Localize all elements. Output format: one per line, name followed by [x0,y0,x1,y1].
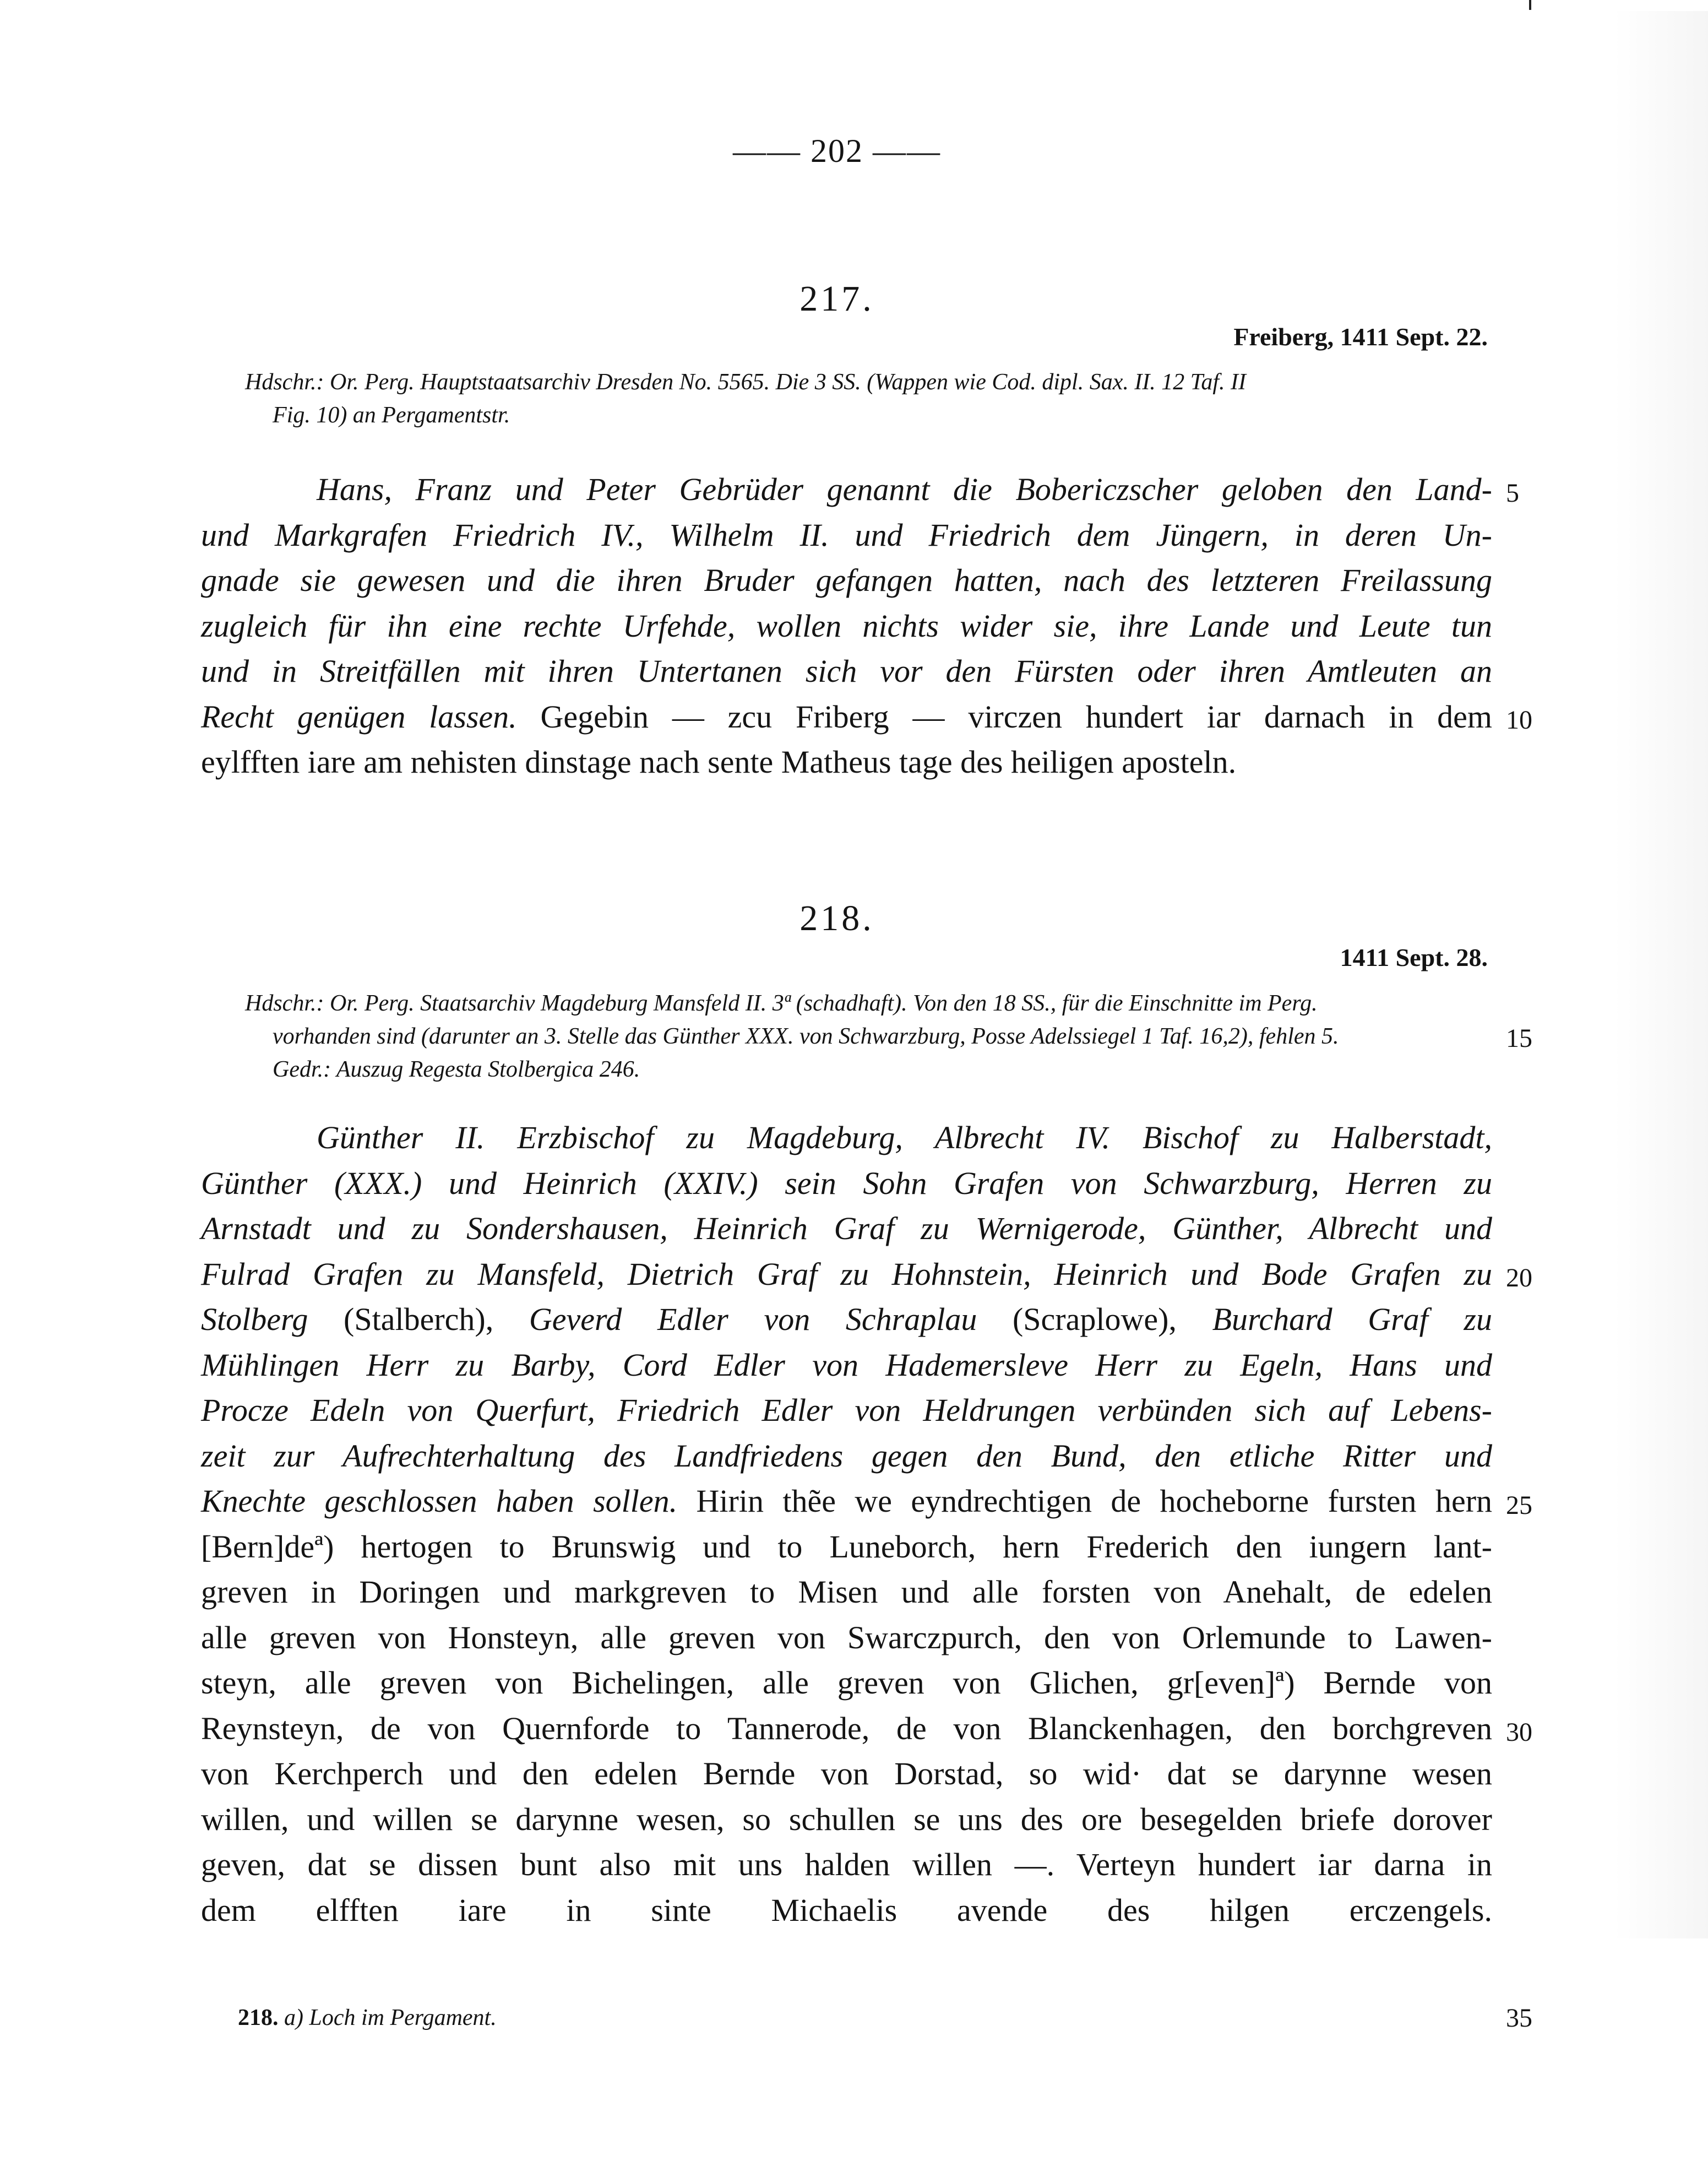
source-note-218 [245,987,1495,1086]
source-note-line: vorhanden sind (darunter an 3. Stelle das Günther XXX. von Schwarzburg, Posse Adelssiegel 1 Taf. 16,2), fehlen 5. [273,1024,1339,1049]
entry-place-date-218: 1411 Sept. 28. [1340,943,1488,971]
text-line: Mühlingen Herr zu Barby, Cord Edler von Hademersleve Herr zu Egeln, Hans und [201,1346,1492,1383]
text-line: geven, dat se dissen bunt also mit uns halden willen —. Verteyn hundert iar darna in [201,1847,1492,1882]
text-span: Gegebin — zcu Friberg — virczen hundert iar darnach in dem [516,698,1493,735]
source-note-line: Hdschr.: Or. Perg. Staatsarchiv Magdeburg Mansfeld II. 3ª (schadhaft). Von den 18 SS., für die Einschnitte im Perg. [245,991,1318,1016]
text-line: Günther (XXX.) und Heinrich (XXIV.) sein Sohn Grafen von Schwarzburg, Herren zu [201,1165,1492,1201]
text-line: steyn, alle greven von Bichelingen, alle greven von Glichen, gr[even]ª) Bernde von [201,1665,1492,1701]
text-line: [Bern]deª) hertogen to Brunswig und to Luneborch, hern Frederich den iungern lant- [201,1528,1492,1565]
text-line: Hans, Franz und Peter Gebrüder genannt die Bobericzscher geloben den Land- [317,471,1492,507]
text-span-italic: Recht genügen lassen. [201,698,517,735]
text-span-italic: Stolberg [201,1301,308,1337]
source-note-line: Fig. 10) an Pergamentstr. [273,403,510,428]
text-line [201,1479,1492,1524]
text-line: Arnstadt und zu Sondershausen, Heinrich Graf zu Wernigerode, Günther, Albrecht und [201,1210,1492,1246]
text-span: (Scraplowe), [977,1301,1212,1337]
entry-text-217 [201,467,1492,785]
footnote [238,2005,497,2031]
page-number: —— 202 —— [733,133,941,169]
text-span-italic: Knechte geschlossen haben sollen. [201,1483,678,1519]
text-line: und Markgrafen Friedrich IV., Wilhelm II. und Friedrich dem Jüngern, in deren Un- [201,517,1492,553]
line-number-marker: 20 [1506,1263,1532,1293]
text-line [201,1297,1492,1343]
text-span-italic: Burchard Graf zu [1212,1301,1492,1337]
line-number-marker: 15 [1506,1024,1532,1053]
text-span: Hirin thẽe we eyndrechtigen de hocheborne fursten hern [677,1483,1493,1519]
text-line: von Kerchperch und den edelen Bernde von Dorstad, so wid· dat se darynne wesen [201,1756,1492,1791]
text-line [201,694,1492,740]
text-line: Fulrad Grafen zu Mansfeld, Dietrich Graf zu Hohnstein, Heinrich und Bode Grafen zu [201,1256,1492,1292]
text-span: (Stalberch), [308,1301,529,1337]
text-line: dem elfften iare in sinte Michaelis avende des hilgen erczengels. [201,1892,1492,1928]
source-note-line: Gedr.: Auszug Regesta Stolbergica 246. [273,1057,640,1082]
source-note-line: Hdschr.: Or. Perg. Hauptstaatsarchiv Dresden No. 5565. Die 3 SS. (Wappen wie Cod. dipl. Sax. II. 12 Taf. II [245,370,1246,395]
text-line: willen, und willen se darynne wesen, so schullen se uns des ore besegelden briefe dorover [201,1801,1492,1837]
text-line: alle greven von Honsteyn, alle greven von Swarczpurch, den von Orlemunde to Lawen- [201,1619,1492,1655]
text-line: Reynsteyn, de von Quernforde to Tannerode, de von Blanckenhagen, den borchgreven [201,1710,1492,1746]
text-line: gnade sie gewesen und die ihren Bruder gefangen hatten, nach des letzteren Freilassung [201,562,1492,598]
entry-number-217: 217. [799,279,874,319]
text-line: eylfften iare am nehisten dinstage nach sente Matheus tage des heiligen aposteln. [201,744,1237,780]
footnote-text: a) Loch im Pergament. [278,2005,497,2030]
text-line: zugleich für ihn eine rechte Urfehde, wollen nichts wider sie, ihre Lande und Leute tun [201,607,1492,644]
entry-text-218 [201,1115,1492,1933]
line-number-marker: 5 [1506,479,1519,508]
line-number-marker: 30 [1506,1718,1532,1747]
line-number-marker: 10 [1506,705,1532,735]
line-number-marker: 25 [1506,1491,1532,1520]
line-number-marker: 35 [1506,2003,1532,2033]
text-line: zeit zur Aufrechterhaltung des Landfriedens gegen den Bund, den etliche Ritter und [201,1437,1492,1474]
entry-number-218: 218. [799,898,874,938]
footnote-number: 218. [238,2005,279,2030]
text-span-italic: Geverd Edler von Schraplau [529,1301,977,1337]
source-note-217 [245,366,1495,432]
text-line: greven in Doringen und markgreven to Misen und alle forsten von Anehalt, de edelen [201,1574,1492,1610]
scan-mark [1529,0,1531,10]
text-line: Procze Edeln von Querfurt, Friedrich Edler von Heldrungen verbünden sich auf Lebens- [201,1392,1492,1428]
entry-place-date-217: Freiberg, 1411 Sept. 22. [1233,323,1488,351]
text-line: und in Streitfällen mit ihren Untertanen sich vor den Fürsten oder ihren Amtleuten an [201,653,1492,689]
text-line: Günther II. Erzbischof zu Magdeburg, Albrecht IV. Bischof zu Halberstadt, [317,1120,1492,1155]
